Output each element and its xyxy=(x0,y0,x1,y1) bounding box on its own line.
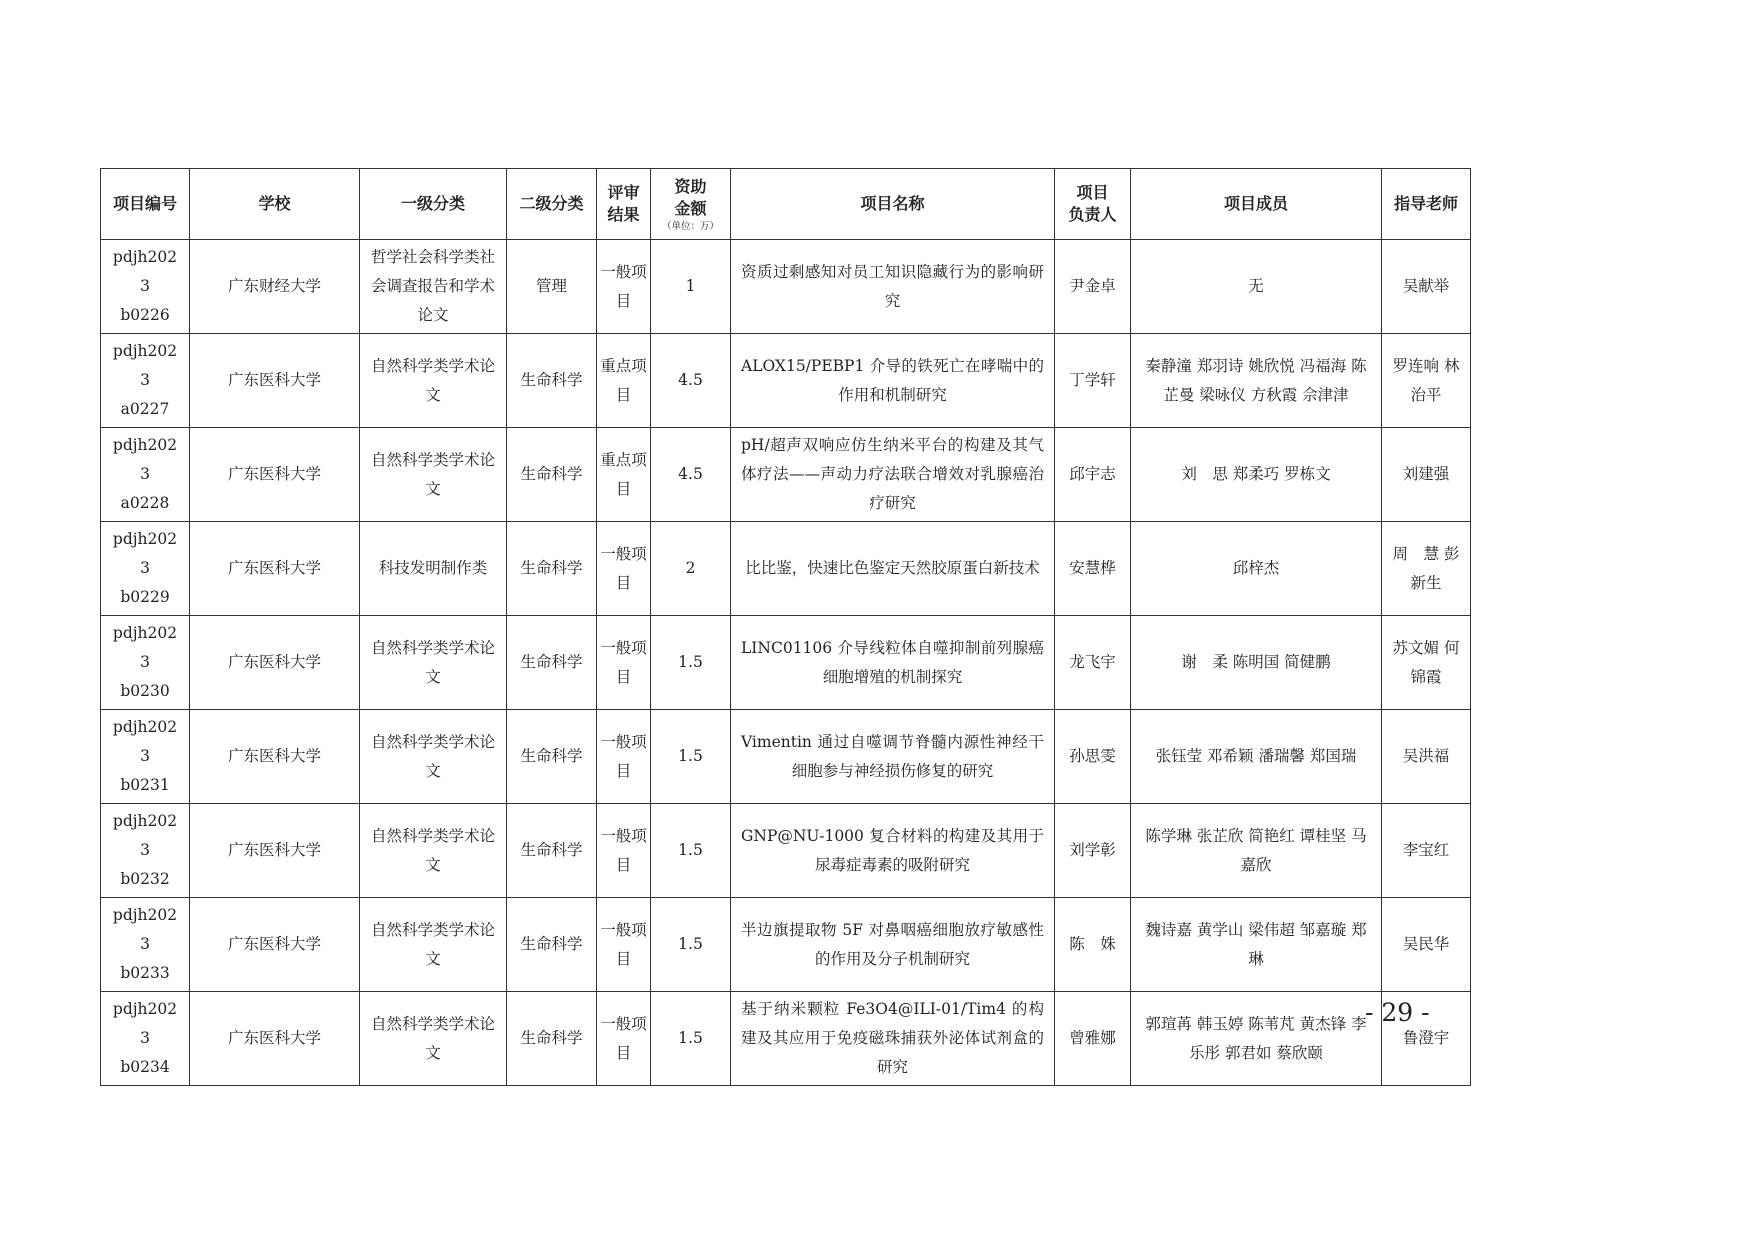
header-funding-unit: （单位：万） xyxy=(661,220,719,232)
cell-project-members: 刘 思 郑柔巧 罗栋文 xyxy=(1131,428,1382,522)
cell-review-result: 一般项目 xyxy=(597,710,651,804)
cell-project-leader: 孙思雯 xyxy=(1055,710,1131,804)
cell-school: 广东医科大学 xyxy=(190,334,360,428)
cell-project-members: 郭瑄苒 韩玉婷 陈苇芃 黄杰锋 李乐彤 郭君如 蔡欣颐 xyxy=(1131,992,1382,1086)
header-funding-line2: 金额 xyxy=(674,198,707,218)
cell-funding-amount: 1.5 xyxy=(651,992,731,1086)
table-row xyxy=(101,804,1471,898)
cell-advisor: 吴献举 xyxy=(1382,240,1471,334)
project-id-suffix: b0229 xyxy=(120,588,170,606)
project-id-prefix: pdjh2023 xyxy=(112,1000,178,1047)
cell-project-name: 资质过剩感知对员工知识隐藏行为的影响研究 xyxy=(731,240,1055,334)
cell-project-leader: 刘学彰 xyxy=(1055,804,1131,898)
cell-funding-amount: 1.5 xyxy=(651,710,731,804)
cell-project-id xyxy=(101,804,190,898)
cell-school: 广东医科大学 xyxy=(190,428,360,522)
cell-project-members: 魏诗嘉 黄学山 梁伟超 邹嘉璇 郑 琳 xyxy=(1131,898,1382,992)
cell-category-1: 自然科学类学术论文 xyxy=(360,898,507,992)
cell-project-id xyxy=(101,240,190,334)
table-row xyxy=(101,616,1471,710)
cell-school: 广东医科大学 xyxy=(190,804,360,898)
header-project-name: 项目名称 xyxy=(731,169,1055,240)
header-category-1: 一级分类 xyxy=(360,169,507,240)
cell-project-id xyxy=(101,522,190,616)
cell-funding-amount: 1 xyxy=(651,240,731,334)
project-id-prefix: pdjh2023 xyxy=(112,248,178,295)
cell-project-name: 半边旗提取物 5F 对鼻咽癌细胞放疗敏感性的作用及分子机制研究 xyxy=(731,898,1055,992)
project-id-prefix: pdjh2023 xyxy=(112,624,178,671)
header-id: 项目编号 xyxy=(101,169,190,240)
cell-advisor: 鲁澄宇 xyxy=(1382,992,1471,1086)
cell-project-members: 邱梓杰 xyxy=(1131,522,1382,616)
table-row xyxy=(101,428,1471,522)
project-id-suffix: b0232 xyxy=(120,870,170,888)
cell-funding-amount: 2 xyxy=(651,522,731,616)
cell-advisor: 刘建强 xyxy=(1382,428,1471,522)
cell-project-leader: 曾雅娜 xyxy=(1055,992,1131,1086)
cell-project-members: 秦静潼 郑羽诗 姚欣悦 冯福海 陈芷曼 梁咏仪 方秋霞 佘津津 xyxy=(1131,334,1382,428)
cell-project-id xyxy=(101,898,190,992)
cell-project-name: Vimentin 通过自噬调节脊髓内源性神经干细胞参与神经损伤修复的研究 xyxy=(731,710,1055,804)
cell-project-leader: 邱宇志 xyxy=(1055,428,1131,522)
header-review-result xyxy=(597,169,651,240)
header-leader-line1: 项目 xyxy=(1076,183,1109,202)
header-row xyxy=(101,169,1471,240)
project-id-prefix: pdjh2023 xyxy=(112,718,178,765)
cell-category-2: 生命科学 xyxy=(507,710,597,804)
cell-project-leader: 陈 姝 xyxy=(1055,898,1131,992)
cell-funding-amount: 4.5 xyxy=(651,428,731,522)
cell-advisor: 吴洪福 xyxy=(1382,710,1471,804)
cell-project-id xyxy=(101,616,190,710)
cell-project-leader: 丁学轩 xyxy=(1055,334,1131,428)
table-row xyxy=(101,710,1471,804)
cell-category-2: 生命科学 xyxy=(507,522,597,616)
cell-review-result: 重点项目 xyxy=(597,334,651,428)
cell-project-members: 张钰莹 邓希颖 潘瑞馨 郑国瑞 xyxy=(1131,710,1382,804)
cell-advisor: 周 慧 彭新生 xyxy=(1382,522,1471,616)
cell-category-1: 自然科学类学术论文 xyxy=(360,710,507,804)
header-review-result-line2: 结果 xyxy=(607,205,640,224)
cell-advisor: 罗连响 林治平 xyxy=(1382,334,1471,428)
project-id-prefix: pdjh2023 xyxy=(112,436,178,483)
cell-school: 广东医科大学 xyxy=(190,616,360,710)
cell-funding-amount: 1.5 xyxy=(651,616,731,710)
cell-review-result: 一般项目 xyxy=(597,898,651,992)
cell-project-id xyxy=(101,334,190,428)
cell-project-name: pH/超声双响应仿生纳米平台的构建及其气体疗法——声动力疗法联合增效对乳腺癌治疗研究 xyxy=(731,428,1055,522)
header-advisor: 指导老师 xyxy=(1382,169,1471,240)
cell-category-2: 生命科学 xyxy=(507,898,597,992)
cell-project-leader: 尹金卓 xyxy=(1055,240,1131,334)
project-id-suffix: a0228 xyxy=(120,494,170,512)
cell-funding-amount: 1.5 xyxy=(651,898,731,992)
project-id-suffix: b0231 xyxy=(120,776,170,794)
cell-category-1: 自然科学类学术论文 xyxy=(360,992,507,1086)
cell-project-id xyxy=(101,992,190,1086)
cell-project-id xyxy=(101,710,190,804)
cell-project-id xyxy=(101,428,190,522)
project-id-prefix: pdjh2023 xyxy=(112,530,178,577)
page-number: - 29 - xyxy=(1365,998,1430,1027)
table-row xyxy=(101,334,1471,428)
cell-category-1: 自然科学类学术论文 xyxy=(360,428,507,522)
cell-review-result: 一般项目 xyxy=(597,992,651,1086)
cell-category-2: 生命科学 xyxy=(507,334,597,428)
cell-advisor: 吴民华 xyxy=(1382,898,1471,992)
table-row xyxy=(101,240,1471,334)
cell-project-name: ALOX15/PEBP1 介导的铁死亡在哮喘中的作用和机制研究 xyxy=(731,334,1055,428)
header-review-result-line1: 评审 xyxy=(607,183,640,202)
project-id-suffix: b0233 xyxy=(120,964,170,982)
cell-category-2: 管理 xyxy=(507,240,597,334)
table-row xyxy=(101,992,1471,1086)
cell-category-1: 哲学社会科学类社会调查报告和学术论文 xyxy=(360,240,507,334)
cell-school: 广东医科大学 xyxy=(190,898,360,992)
cell-project-name: 比比鉴，快速比色鉴定天然胶原蛋白新技术 xyxy=(731,522,1055,616)
project-id-prefix: pdjh2023 xyxy=(112,342,178,389)
cell-project-name: LINC01106 介导线粒体自噬抑制前列腺癌细胞增殖的机制探究 xyxy=(731,616,1055,710)
cell-school: 广东财经大学 xyxy=(190,240,360,334)
cell-project-leader: 安慧桦 xyxy=(1055,522,1131,616)
cell-category-2: 生命科学 xyxy=(507,992,597,1086)
header-school: 学校 xyxy=(190,169,360,240)
cell-category-1: 自然科学类学术论文 xyxy=(360,804,507,898)
cell-review-result: 一般项目 xyxy=(597,522,651,616)
cell-category-1: 自然科学类学术论文 xyxy=(360,334,507,428)
cell-advisor: 李宝红 xyxy=(1382,804,1471,898)
table-row xyxy=(101,522,1471,616)
project-id-suffix: a0227 xyxy=(120,400,170,418)
table-row xyxy=(101,898,1471,992)
cell-advisor: 苏文媚 何锦霞 xyxy=(1382,616,1471,710)
cell-review-result: 重点项目 xyxy=(597,428,651,522)
project-table xyxy=(100,168,1471,1086)
cell-school: 广东医科大学 xyxy=(190,992,360,1086)
cell-project-members: 陈学琳 张芷欣 简艳红 谭桂坚 马嘉欣 xyxy=(1131,804,1382,898)
cell-category-2: 生命科学 xyxy=(507,616,597,710)
project-id-suffix: b0234 xyxy=(120,1058,170,1076)
cell-category-1: 科技发明制作类 xyxy=(360,522,507,616)
project-id-suffix: b0226 xyxy=(120,306,170,324)
header-leader-line2: 负责人 xyxy=(1068,205,1117,224)
cell-review-result: 一般项目 xyxy=(597,240,651,334)
cell-school: 广东医科大学 xyxy=(190,522,360,616)
header-funding-line1: 资助 xyxy=(674,176,707,196)
cell-school: 广东医科大学 xyxy=(190,710,360,804)
project-id-prefix: pdjh2023 xyxy=(112,906,178,953)
cell-review-result: 一般项目 xyxy=(597,804,651,898)
table-header xyxy=(101,169,1471,240)
header-project-members: 项目成员 xyxy=(1131,169,1382,240)
cell-review-result: 一般项目 xyxy=(597,616,651,710)
cell-funding-amount: 1.5 xyxy=(651,804,731,898)
cell-category-2: 生命科学 xyxy=(507,428,597,522)
cell-project-name: GNP@NU-1000 复合材料的构建及其用于尿毒症毒素的吸附研究 xyxy=(731,804,1055,898)
project-id-prefix: pdjh2023 xyxy=(112,812,178,859)
cell-project-members: 无 xyxy=(1131,240,1382,334)
header-project-leader xyxy=(1055,169,1131,240)
cell-category-2: 生命科学 xyxy=(507,804,597,898)
cell-funding-amount: 4.5 xyxy=(651,334,731,428)
header-category-2: 二级分类 xyxy=(507,169,597,240)
cell-project-name: 基于纳米颗粒 Fe3O4@ILI-01/Tim4 的构建及其应用于免疫磁珠捕获外泌体试剂盒的研究 xyxy=(731,992,1055,1086)
project-id-suffix: b0230 xyxy=(120,682,170,700)
cell-category-1: 自然科学类学术论文 xyxy=(360,616,507,710)
cell-project-members: 谢 柔 陈明国 简健鹏 xyxy=(1131,616,1382,710)
table-body xyxy=(101,240,1471,1086)
header-funding-amount xyxy=(651,169,731,240)
cell-project-leader: 龙飞宇 xyxy=(1055,616,1131,710)
